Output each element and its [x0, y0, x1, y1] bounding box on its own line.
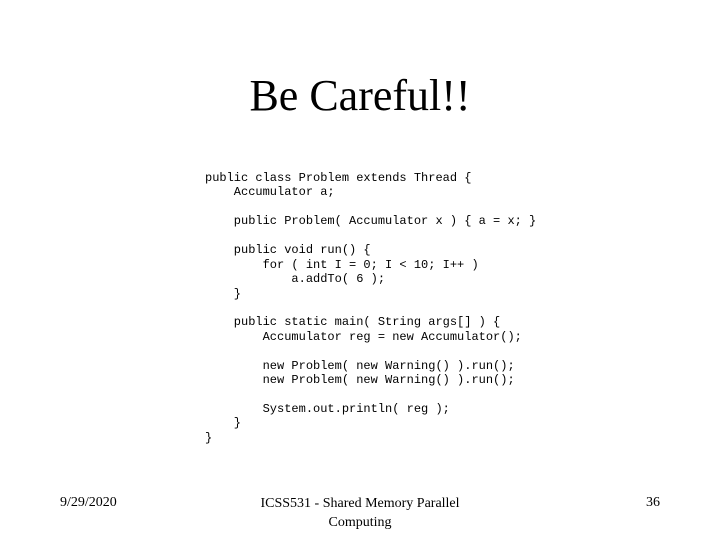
code-line: for ( int I = 0; I < 10; I++ ) [205, 257, 479, 272]
footer-course-title [240, 494, 480, 532]
footer-course-line-1: ICSS531 - Shared Memory Parallel [260, 496, 460, 511]
code-line: } [205, 416, 242, 431]
code-line: System.out.println( reg ); [205, 402, 450, 416]
code-line: public Problem( Accumulator x ) { a = x; } [205, 214, 537, 229]
code-line [205, 301, 536, 315]
code-line: } [205, 430, 213, 445]
code-line [205, 344, 536, 358]
code-line: Accumulator reg = new Accumulator(); [205, 329, 522, 344]
footer-page-number: 36 [646, 495, 660, 510]
slide-title: Be Careful!! [249, 71, 471, 120]
code-line: new Problem( new Warning() ).run(); [205, 358, 515, 373]
code-line: public class Problem extends Thread { [205, 171, 472, 185]
code-line: public void run() { [205, 243, 371, 258]
code-line: } [205, 286, 242, 301]
footer-course-line-2: Computing [328, 515, 392, 530]
code-line: new Problem( new Warning() ).run(); [205, 373, 515, 388]
code-line: public static main( String args[] ) { [205, 315, 501, 330]
code-line [205, 229, 536, 243]
code-line: a.addTo( 6 ); [205, 272, 386, 287]
code-line [205, 200, 536, 214]
footer-date: 9/29/2020 [60, 495, 117, 510]
code-block [205, 171, 536, 445]
code-line [205, 388, 536, 402]
code-line: Accumulator a; [205, 185, 335, 200]
